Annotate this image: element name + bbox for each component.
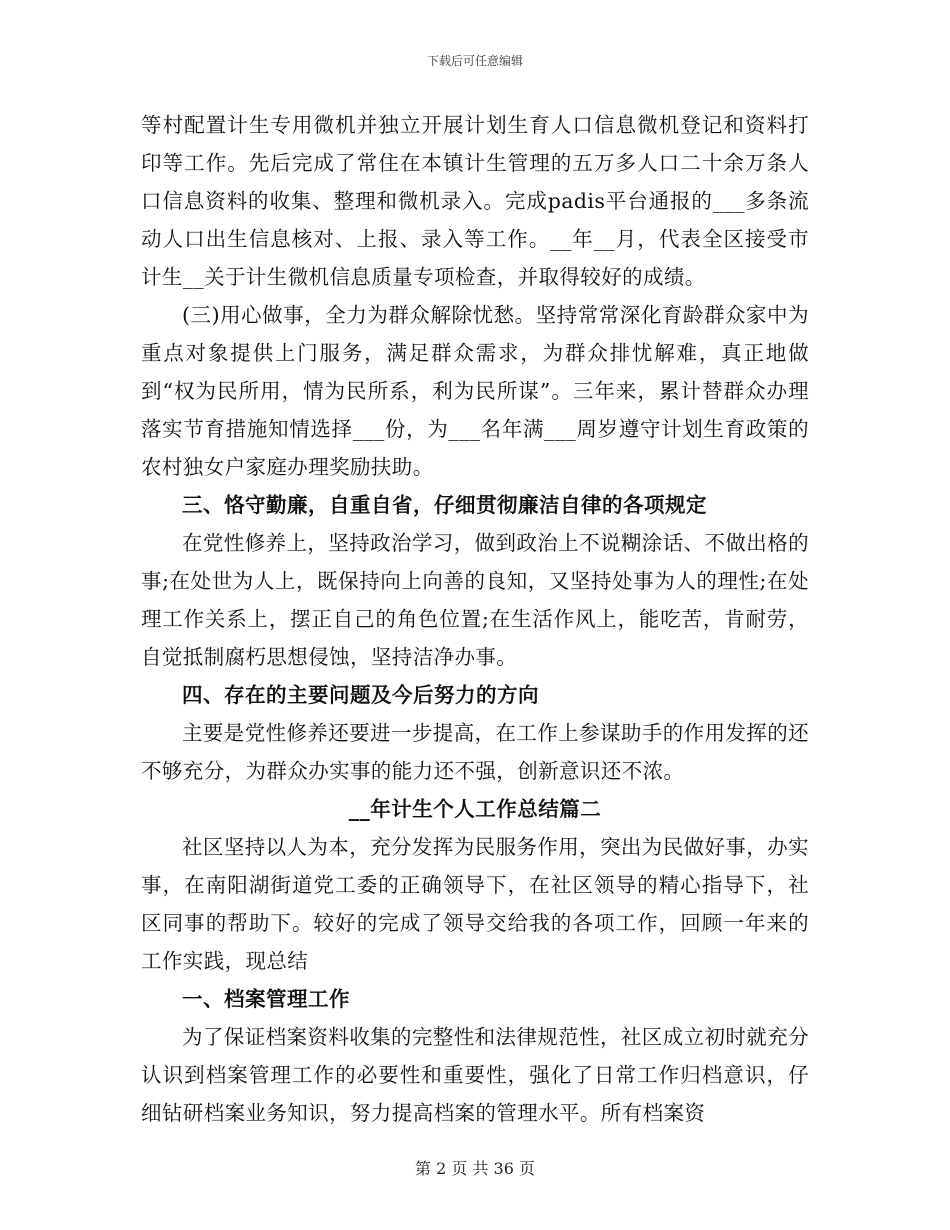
page-number-footer: 第 2 页 共 36 页: [415, 1159, 535, 1178]
paragraph-problems: 主要是党性修养还要进一步提高，在工作上参谋助手的作用发挥的还不够充分，为群众办实事的能力还不强，创新意识还不浓。: [141, 721, 809, 783]
section-heading-integrity: 三、恪守勤廉，自重自省，仔细贯彻廉洁自律的各项规定: [182, 493, 707, 517]
page-header-note: 下载后可任意编辑: [426, 54, 523, 68]
article-title-part-two: __年计生个人工作总结篇二: [348, 797, 602, 821]
paragraph-service: (三)用心做事，全力为群众解除忧愁。坚持常常深化育龄群众家中为重点对象提供上门服务，满足群众需求，为群众排忧解难，真正地做到“权为民所用，情为民所系，利为民所谋”。三年来，累计替群众办理落实节育措施知情选择___份，为___名年满___周岁遵守计划生育政策的农村独女户家庭办理奖励扶助。: [141, 303, 809, 479]
paragraph-archives: 为了保证档案资料收集的完整性和法律规范性，社区成立初时就充分认识到档案管理工作的必要性和重要性，强化了日常工作归档意识，仔细钻研档案业务知识，努力提高档案的管理水平。所有档案资: [141, 1025, 809, 1125]
paragraph-self-discipline: 在党性修养上，坚持政治学习，做到政治上不说糊涂话、不做出格的事;在处世为人上，既保持向上向善的良知，又坚持处事为人的理性;在处理工作关系上，摆正自己的角色位置;在生活作风上，能吃苦，肯耐劳，自觉抵制腐朽思想侵蚀，坚持洁净办事。: [141, 531, 809, 669]
paragraph-community-intro: 社区坚持以人为本，充分发挥为民服务作用，突出为民做好事，办实事，在南阳湖街道党工委的正确领导下，在社区领导的精心指导下，社区同事的帮助下。较好的完成了领导交给我的各项工作，回顾一年来的工作实践，现总结: [141, 835, 809, 973]
document-body: [141, 106, 809, 1132]
paragraph-info-entry: 等村配置计生专用微机并独立开展计划生育人口信息微机登记和资料打印等工作。先后完成了常住在本镇计生管理的五万多人口二十余万条人口信息资料的收集、整理和微机录入。完成padis平台通报的___多条流动人口出生信息核对、上报、录入等工作。__年__月，代表全区接受市计生__关于计生微机信息质量专项检查，并取得较好的成绩。: [141, 113, 809, 289]
section-heading-problems: 四、存在的主要问题及今后努力的方向: [182, 683, 539, 707]
section-heading-archives: 一、档案管理工作: [182, 987, 350, 1011]
